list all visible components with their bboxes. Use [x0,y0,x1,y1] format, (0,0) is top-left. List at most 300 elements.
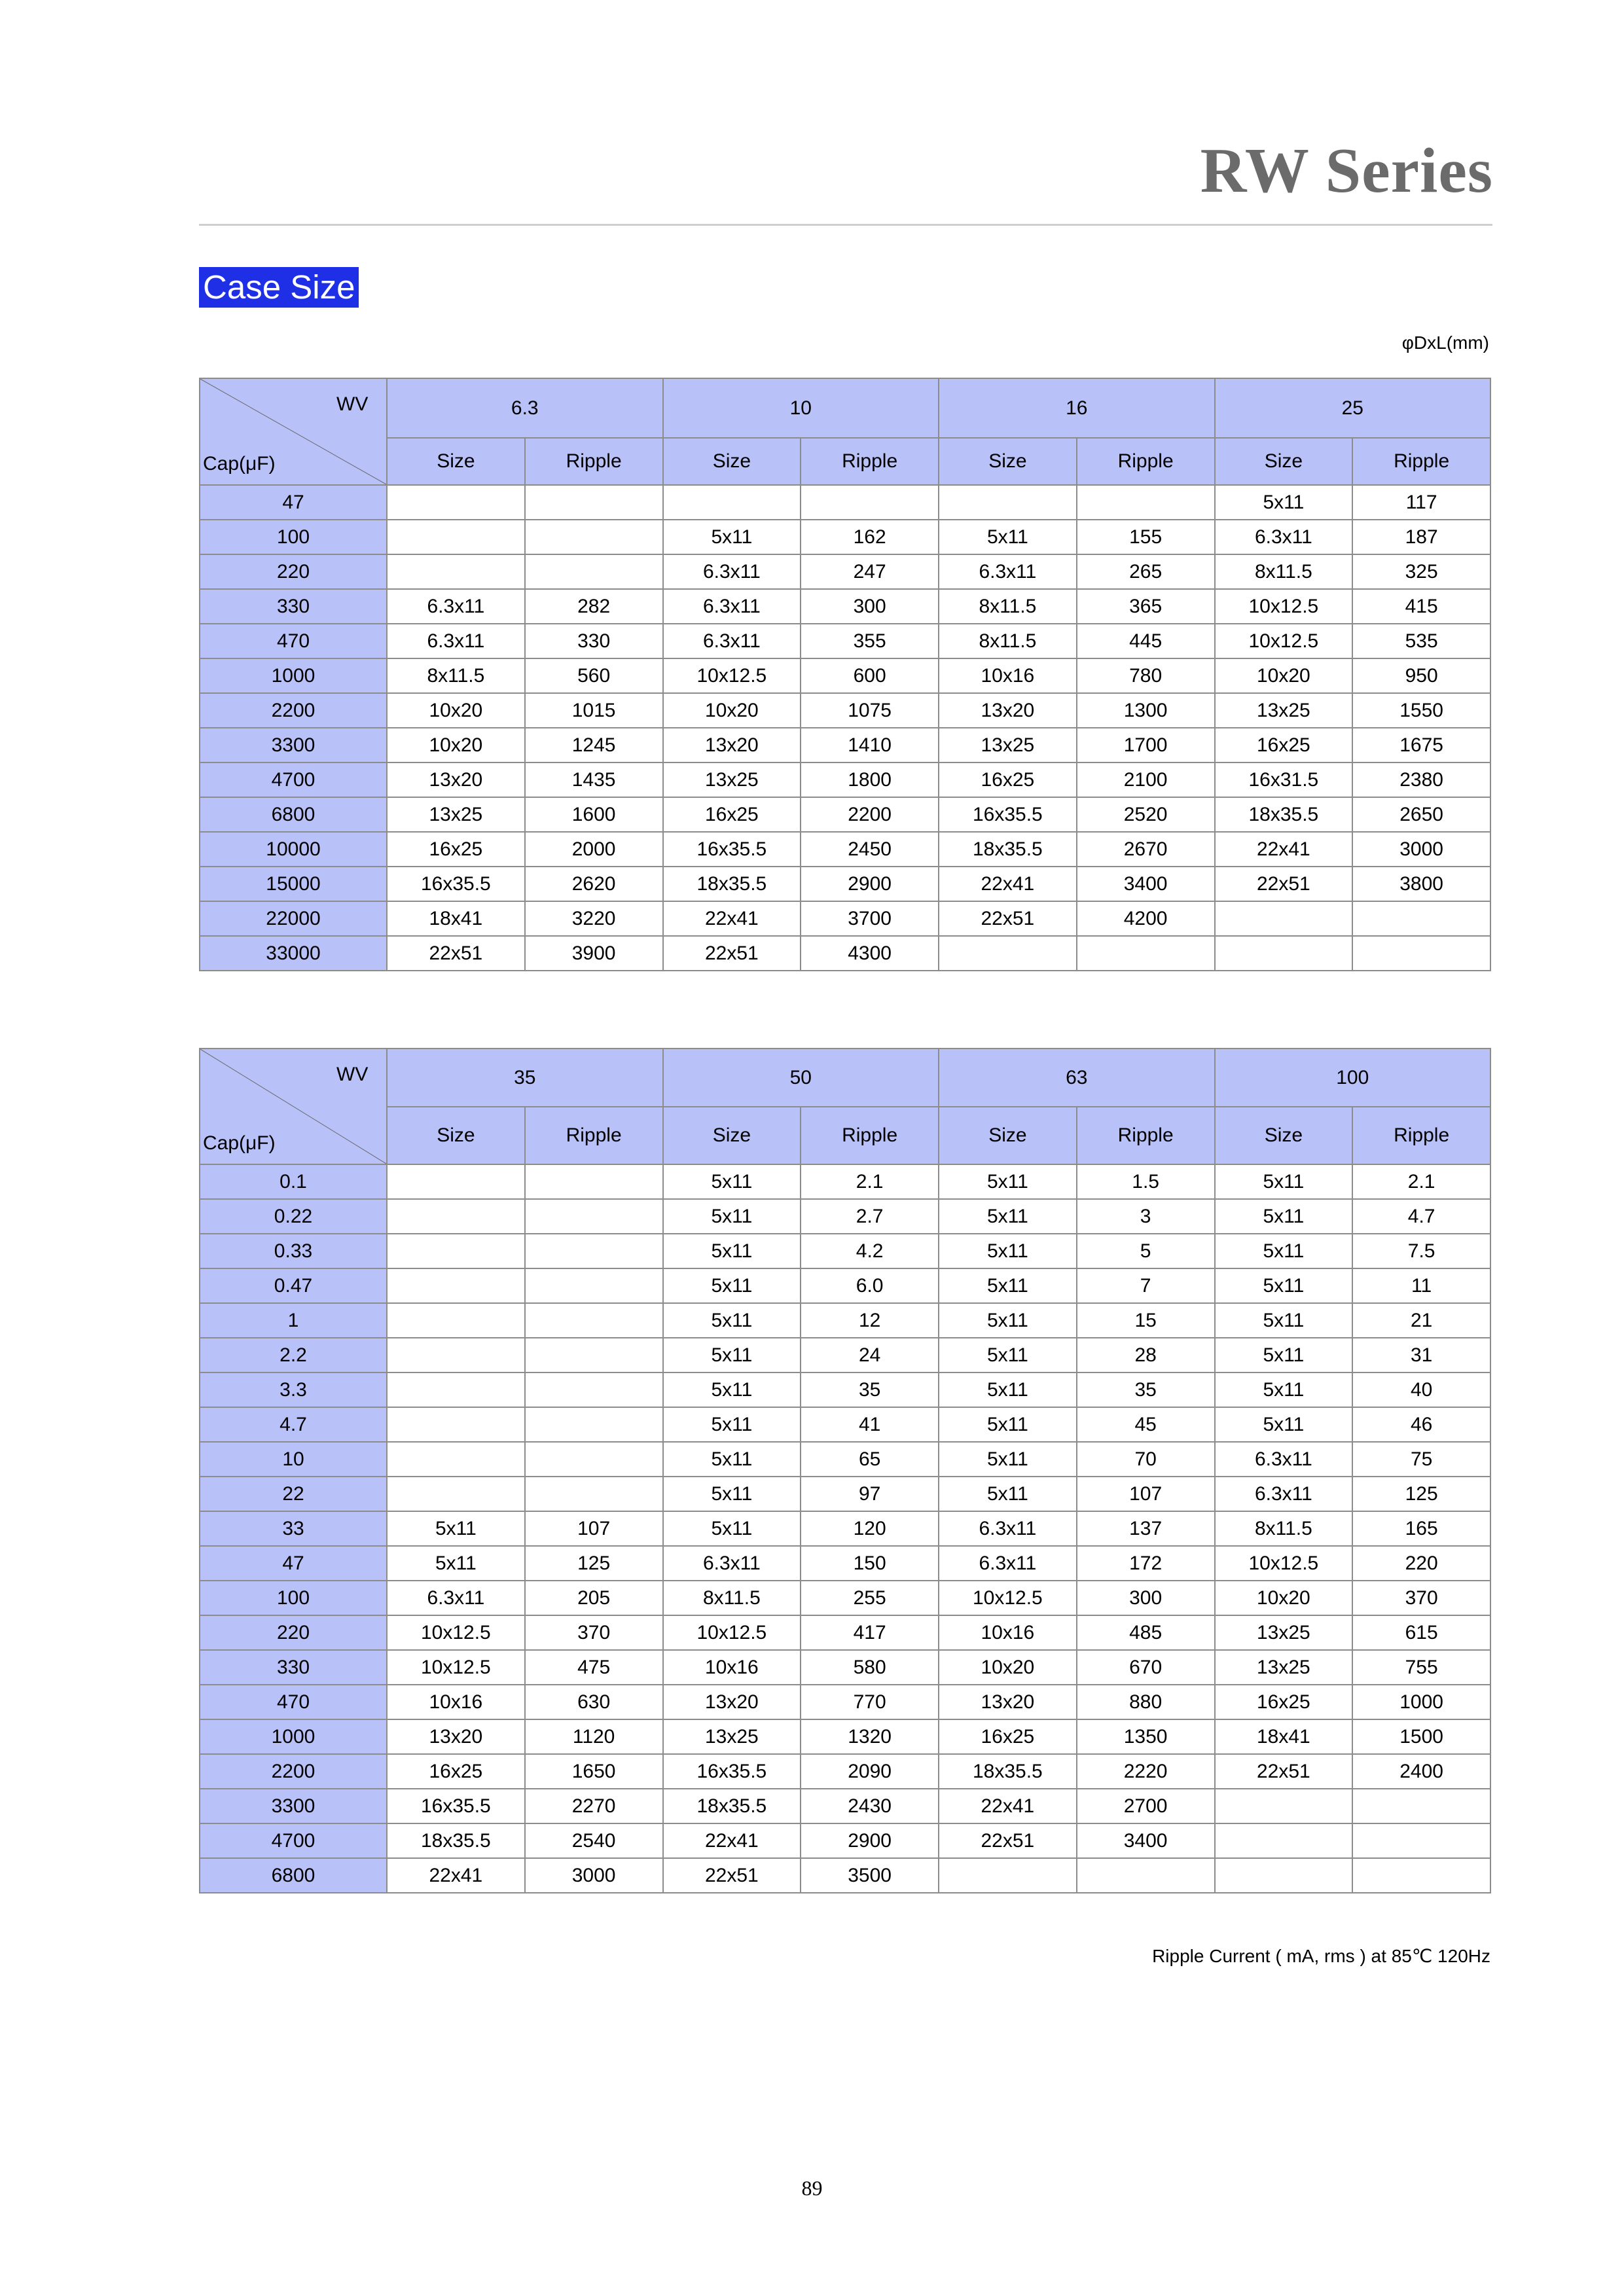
capacitance-cell: 4700 [200,762,387,797]
table-row [200,797,1490,832]
section-title: Case Size [199,267,359,308]
ripple-cell: 205 [525,1581,663,1615]
ripple-cell: 265 [1077,554,1215,589]
size-cell: 6.3x11 [663,1546,801,1581]
size-cell: 10x16 [663,1650,801,1685]
ripple-cell: 415 [1352,589,1490,624]
size-cell: 13x25 [939,728,1077,762]
size-cell: 10x20 [663,693,801,728]
table-row [200,1789,1490,1823]
size-cell: 18x35.5 [939,1754,1077,1789]
ripple-cell: 24 [801,1338,939,1372]
size-cell: 10x12.5 [663,1615,801,1650]
capacitance-cell: 0.1 [200,1164,387,1199]
voltage-header: 35 [387,1049,663,1107]
capacitance-cell: 22 [200,1477,387,1511]
size-cell: 10x12.5 [663,658,801,693]
size-cell: 13x20 [387,762,525,797]
size-cell: 13x20 [663,728,801,762]
ripple-cell: 2450 [801,832,939,867]
table-row [200,1754,1490,1789]
table-row [200,762,1490,797]
size-cell: 5x11 [1215,1338,1353,1372]
ripple-cell [525,485,663,520]
ripple-cell [525,1234,663,1268]
voltage-header: 25 [1215,378,1491,438]
size-cell: 16x35.5 [387,867,525,901]
ripple-cell: 107 [1077,1477,1215,1511]
ripple-cell: 3700 [801,901,939,936]
ripple-cell: 1015 [525,693,663,728]
size-cell [387,1407,525,1442]
size-cell: 13x25 [387,797,525,832]
ripple-cell: 28 [1077,1338,1215,1372]
size-cell: 5x11 [663,1511,801,1546]
ripple-cell [525,1303,663,1338]
table-row [200,1615,1490,1650]
corner-header [200,1049,387,1164]
ripple-cell: 1700 [1077,728,1215,762]
ripple-cell: 370 [525,1615,663,1650]
size-cell: 16x25 [1215,1685,1353,1719]
size-cell: 22x41 [939,1789,1077,1823]
size-cell: 10x12.5 [1215,1546,1353,1581]
size-cell: 13x25 [1215,1615,1353,1650]
ripple-cell [1352,1789,1490,1823]
table-row [200,1164,1490,1199]
capacitance-cell: 470 [200,1685,387,1719]
ripple-cell: 1350 [1077,1719,1215,1754]
table-row [200,693,1490,728]
capacitance-cell: 22000 [200,901,387,936]
size-cell: 6.3x11 [663,624,801,658]
size-cell: 5x11 [1215,1303,1353,1338]
ripple-cell: 4300 [801,936,939,971]
ripple-cell: 2.1 [1352,1164,1490,1199]
capacitance-cell: 220 [200,1615,387,1650]
ripple-cell: 1550 [1352,693,1490,728]
size-cell: 5x11 [663,1338,801,1372]
size-cell: 16x35.5 [663,832,801,867]
ripple-cell: 1435 [525,762,663,797]
size-cell: 13x25 [663,762,801,797]
voltage-header: 50 [663,1049,939,1107]
table-row [200,589,1490,624]
ripple-cell: 4.7 [1352,1199,1490,1234]
ripple-cell: 580 [801,1650,939,1685]
ripple-cell: 2900 [801,1823,939,1858]
size-cell: 16x25 [663,797,801,832]
capacitance-cell: 4700 [200,1823,387,1858]
ripple-cell: 1245 [525,728,663,762]
size-cell: 22x51 [663,1858,801,1893]
ripple-cell: 770 [801,1685,939,1719]
size-cell: 10x16 [939,658,1077,693]
size-cell: 5x11 [939,1164,1077,1199]
ripple-cell: 475 [525,1650,663,1685]
table-row [200,1581,1490,1615]
size-cell: 6.3x11 [939,554,1077,589]
capacitance-cell: 47 [200,1546,387,1581]
size-cell: 10x12.5 [1215,589,1353,624]
ripple-cell: 155 [1077,520,1215,554]
table-row [200,1546,1490,1581]
ripple-header: Ripple [1077,1107,1215,1164]
size-cell [387,485,525,520]
ripple-cell: 1600 [525,797,663,832]
voltage-header: 100 [1215,1049,1491,1107]
size-cell: 10x12.5 [387,1650,525,1685]
size-cell [663,485,801,520]
table-row [200,728,1490,762]
capacitance-cell: 100 [200,1581,387,1615]
cap-label: Cap(μF) [203,1132,276,1154]
size-cell: 8x11.5 [939,589,1077,624]
ripple-cell: 1000 [1352,1685,1490,1719]
ripple-cell: 40 [1352,1372,1490,1407]
table-row [200,1650,1490,1685]
ripple-cell: 35 [801,1372,939,1407]
size-cell: 6.3x11 [1215,520,1353,554]
capacitance-cell: 3300 [200,728,387,762]
dimension-note: φDxL(mm) [1401,332,1489,353]
ripple-cell: 2620 [525,867,663,901]
capacitance-cell: 1000 [200,658,387,693]
table-row [200,1338,1490,1372]
table-row [200,554,1490,589]
case-size-table-2-wrap [199,1048,1491,1893]
size-cell [1215,936,1353,971]
size-cell: 18x41 [1215,1719,1353,1754]
table-row [200,936,1490,971]
ripple-cell: 755 [1352,1650,1490,1685]
size-cell: 10x12.5 [939,1581,1077,1615]
size-header: Size [663,1107,801,1164]
ripple-cell [525,1407,663,1442]
size-cell [1215,1823,1353,1858]
ripple-cell: 3500 [801,1858,939,1893]
capacitance-cell: 15000 [200,867,387,901]
size-cell: 6.3x11 [939,1511,1077,1546]
size-cell: 5x11 [1215,1268,1353,1303]
ripple-cell: 3 [1077,1199,1215,1234]
size-cell: 5x11 [939,1268,1077,1303]
table-row [200,1823,1490,1858]
size-cell: 22x51 [1215,1754,1353,1789]
size-cell: 5x11 [663,1303,801,1338]
size-cell: 18x35.5 [663,867,801,901]
ripple-cell: 125 [525,1546,663,1581]
capacitance-cell: 2200 [200,1754,387,1789]
ripple-cell [1077,936,1215,971]
ripple-cell: 880 [1077,1685,1215,1719]
size-header: Size [387,1107,525,1164]
table-row [200,1372,1490,1407]
size-cell: 16x31.5 [1215,762,1353,797]
ripple-cell: 15 [1077,1303,1215,1338]
capacitance-cell: 470 [200,624,387,658]
capacitance-cell: 100 [200,520,387,554]
size-cell: 6.3x11 [939,1546,1077,1581]
ripple-cell: 560 [525,658,663,693]
ripple-cell [525,1268,663,1303]
voltage-header: 10 [663,378,939,438]
table-row [200,1303,1490,1338]
cap-label: Cap(μF) [203,453,276,475]
size-cell [1215,901,1353,936]
size-cell: 13x20 [939,693,1077,728]
size-cell: 18x41 [387,901,525,936]
ripple-cell: 117 [1352,485,1490,520]
size-header: Size [1215,438,1353,485]
size-cell [1215,1789,1353,1823]
size-cell: 10x20 [1215,658,1353,693]
case-size-table-1 [199,378,1491,971]
capacitance-cell: 10000 [200,832,387,867]
table-row [200,1511,1490,1546]
table-row [200,658,1490,693]
table-row [200,1442,1490,1477]
size-cell [387,1268,525,1303]
size-cell: 5x11 [663,1477,801,1511]
ripple-cell: 2650 [1352,797,1490,832]
size-cell: 22x41 [1215,832,1353,867]
size-cell: 5x11 [939,1477,1077,1511]
ripple-cell: 5 [1077,1234,1215,1268]
capacitance-cell: 0.47 [200,1268,387,1303]
size-cell: 13x20 [387,1719,525,1754]
size-cell: 16x35.5 [387,1789,525,1823]
capacitance-cell: 2200 [200,693,387,728]
ripple-cell: 1300 [1077,693,1215,728]
size-cell: 8x11.5 [939,624,1077,658]
size-cell: 6.3x11 [1215,1442,1353,1477]
ripple-cell [525,1442,663,1477]
ripple-cell: 162 [801,520,939,554]
ripple-header: Ripple [801,1107,939,1164]
ripple-cell: 535 [1352,624,1490,658]
size-cell: 10x16 [939,1615,1077,1650]
ripple-cell: 3000 [1352,832,1490,867]
size-cell: 22x41 [663,1823,801,1858]
size-cell: 5x11 [1215,1164,1353,1199]
ripple-cell: 12 [801,1303,939,1338]
size-cell: 5x11 [1215,1234,1353,1268]
ripple-cell: 187 [1352,520,1490,554]
size-cell [387,1372,525,1407]
ripple-cell [1352,901,1490,936]
size-cell: 5x11 [939,1234,1077,1268]
table-row [200,1234,1490,1268]
size-cell: 5x11 [663,1268,801,1303]
ripple-cell [1352,1858,1490,1893]
ripple-cell: 2270 [525,1789,663,1823]
ripple-cell: 2540 [525,1823,663,1858]
size-cell [939,936,1077,971]
ripple-cell: 615 [1352,1615,1490,1650]
capacitance-cell: 33000 [200,936,387,971]
size-cell: 5x11 [939,1442,1077,1477]
size-cell: 18x35.5 [663,1789,801,1823]
ripple-cell: 1320 [801,1719,939,1754]
size-cell: 16x25 [387,1754,525,1789]
size-cell: 5x11 [387,1511,525,1546]
size-cell: 13x20 [663,1685,801,1719]
size-header: Size [387,438,525,485]
size-cell [387,1234,525,1268]
ripple-cell: 7.5 [1352,1234,1490,1268]
ripple-cell: 2090 [801,1754,939,1789]
size-cell: 5x11 [1215,1372,1353,1407]
wv-label: WV [336,1064,369,1085]
ripple-cell: 2000 [525,832,663,867]
capacitance-cell: 4.7 [200,1407,387,1442]
ripple-cell: 2.7 [801,1199,939,1234]
size-cell: 18x35.5 [1215,797,1353,832]
size-cell: 8x11.5 [387,658,525,693]
ripple-cell: 670 [1077,1650,1215,1685]
size-cell: 6.3x11 [1215,1477,1353,1511]
ripple-cell: 165 [1352,1511,1490,1546]
capacitance-cell: 0.33 [200,1234,387,1268]
ripple-cell [1077,1858,1215,1893]
ripple-cell: 120 [801,1511,939,1546]
ripple-cell: 21 [1352,1303,1490,1338]
size-header: Size [939,1107,1077,1164]
table-row [200,624,1490,658]
ripple-cell: 4.2 [801,1234,939,1268]
size-cell: 16x25 [939,1719,1077,1754]
size-cell: 10x12.5 [387,1615,525,1650]
series-title: RW Series [1200,135,1493,206]
ripple-cell: 150 [801,1546,939,1581]
size-cell: 22x41 [663,901,801,936]
ripple-header: Ripple [1077,438,1215,485]
size-cell: 5x11 [663,1442,801,1477]
table-row [200,520,1490,554]
ripple-cell [1352,936,1490,971]
table-row [200,1719,1490,1754]
size-cell: 22x51 [939,901,1077,936]
corner-header [200,378,387,485]
size-cell: 22x41 [939,867,1077,901]
table-row [200,1477,1490,1511]
ripple-header: Ripple [801,438,939,485]
size-cell: 5x11 [939,1407,1077,1442]
size-cell: 5x11 [1215,1407,1353,1442]
ripple-current-note: Ripple Current ( mA, rms ) at 85℃ 120Hz [1152,1946,1490,1966]
size-cell: 5x11 [387,1546,525,1581]
size-cell: 5x11 [939,1199,1077,1234]
ripple-cell: 31 [1352,1338,1490,1372]
ripple-cell [525,1199,663,1234]
ripple-header: Ripple [525,1107,663,1164]
capacitance-cell: 3300 [200,1789,387,1823]
size-cell: 5x11 [663,1372,801,1407]
ripple-cell: 255 [801,1581,939,1615]
ripple-cell [1352,1823,1490,1858]
page-number: 89 [801,2176,823,2200]
ripple-cell: 137 [1077,1511,1215,1546]
ripple-cell: 1410 [801,728,939,762]
ripple-cell: 417 [801,1615,939,1650]
ripple-cell: 11 [1352,1268,1490,1303]
capacitance-cell: 0.22 [200,1199,387,1234]
ripple-cell: 7 [1077,1268,1215,1303]
size-cell: 10x20 [1215,1581,1353,1615]
ripple-cell: 2430 [801,1789,939,1823]
size-cell: 13x25 [1215,693,1353,728]
size-cell: 6.3x11 [387,1581,525,1615]
ripple-header: Ripple [1352,1107,1490,1164]
ripple-cell: 65 [801,1442,939,1477]
table-row [200,1858,1490,1893]
ripple-cell: 2200 [801,797,939,832]
size-cell: 8x11.5 [1215,1511,1353,1546]
ripple-cell: 370 [1352,1581,1490,1615]
ripple-cell: 220 [1352,1546,1490,1581]
size-cell: 5x11 [663,520,801,554]
ripple-cell: 630 [525,1685,663,1719]
ripple-cell: 2670 [1077,832,1215,867]
size-cell: 6.3x11 [387,589,525,624]
table-row [200,1268,1490,1303]
ripple-cell: 3220 [525,901,663,936]
size-cell [939,1858,1077,1893]
ripple-cell: 2.1 [801,1164,939,1199]
ripple-cell: 2900 [801,867,939,901]
voltage-header: 63 [939,1049,1215,1107]
case-size-table-1-wrap [199,378,1491,971]
ripple-cell: 2400 [1352,1754,1490,1789]
ripple-cell: 300 [801,589,939,624]
size-cell: 5x11 [663,1199,801,1234]
ripple-cell: 2380 [1352,762,1490,797]
capacitance-cell: 2.2 [200,1338,387,1372]
size-cell [387,1477,525,1511]
size-cell: 8x11.5 [1215,554,1353,589]
size-cell: 16x25 [1215,728,1353,762]
ripple-cell: 365 [1077,589,1215,624]
ripple-header: Ripple [1352,438,1490,485]
ripple-cell: 1075 [801,693,939,728]
ripple-cell: 282 [525,589,663,624]
ripple-cell: 2700 [1077,1789,1215,1823]
size-cell: 5x11 [939,1372,1077,1407]
table-row [200,901,1490,936]
table-body [200,485,1490,971]
capacitance-cell: 1000 [200,1719,387,1754]
size-cell: 10x20 [387,693,525,728]
size-cell [387,554,525,589]
capacitance-cell: 6800 [200,1858,387,1893]
size-cell [387,520,525,554]
size-cell: 5x11 [663,1164,801,1199]
voltage-header: 16 [939,378,1215,438]
capacitance-cell: 3.3 [200,1372,387,1407]
size-cell [387,1338,525,1372]
ripple-cell: 2100 [1077,762,1215,797]
size-cell: 13x25 [1215,1650,1353,1685]
capacitance-cell: 47 [200,485,387,520]
table-row [200,485,1490,520]
ripple-header: Ripple [525,438,663,485]
table-row [200,832,1490,867]
size-cell: 10x12.5 [1215,624,1353,658]
size-cell: 16x35.5 [939,797,1077,832]
size-cell [387,1303,525,1338]
ripple-cell: 445 [1077,624,1215,658]
